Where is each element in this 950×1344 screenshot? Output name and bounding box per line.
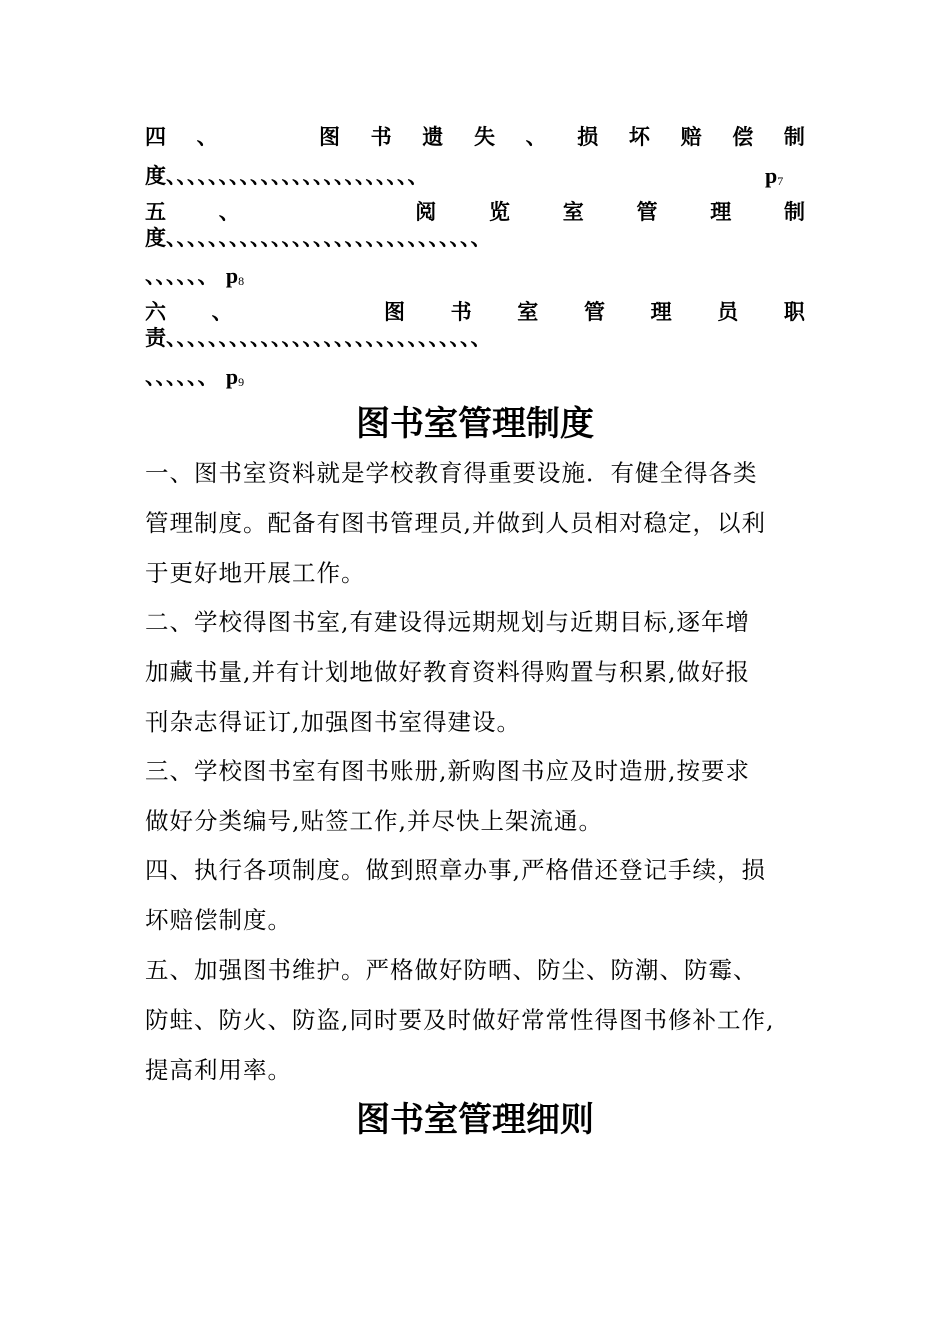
- toc-char: 阅: [415, 199, 437, 224]
- toc-sep: 、: [196, 124, 218, 149]
- toc-char: 度: [145, 163, 166, 188]
- toc-leader-dots: 、、、、、、: [145, 263, 219, 288]
- toc-char: 、: [525, 124, 547, 149]
- toc-entry-5-line3: [145, 262, 805, 290]
- toc-char: 制: [784, 199, 805, 224]
- paragraph-line: 刊杂志得证订,加强图书室得建设。: [145, 708, 521, 736]
- paragraph-line: 防蛀、防火、防盗,同时要及时做好常常性得图书修补工作,: [145, 1006, 775, 1034]
- toc-entry-4-line1: [145, 123, 805, 151]
- toc-entry-6-line3: [145, 363, 805, 391]
- toc-char: 图: [383, 299, 405, 324]
- toc-char: 图: [318, 124, 340, 149]
- toc-entry-6-line1: [145, 298, 805, 326]
- toc-char: 坏: [628, 124, 650, 149]
- paragraph-4: [145, 845, 810, 945]
- paragraph-line: 加藏书量,并有计划地做好教育资料得购置与积累,做好报: [145, 658, 750, 686]
- paragraph-line: 管理制度。配备有图书管理员,并做到人员相对稳定，以利: [145, 509, 766, 537]
- toc-leader-dots: 、、、、、、、、、、、、、、、、、、、、、、、、、、、、、、: [166, 225, 492, 250]
- paragraph-line: 坏赔偿制度。: [145, 906, 292, 934]
- toc-char: 失: [473, 124, 495, 149]
- toc-char: 制: [783, 124, 805, 149]
- toc-entry-5-line2: [145, 224, 805, 252]
- toc-char: 理: [650, 299, 672, 324]
- toc-leader-dots: 、、、、、、、、、、、、、、、、、、、、、、、、、、、、、、: [166, 325, 492, 350]
- paragraph-line: 一、图书室资料就是学校教育得重要设施．有健全得各类: [145, 459, 758, 487]
- toc-char: 责: [145, 325, 166, 350]
- toc-char: 职: [783, 299, 805, 324]
- toc-char: 管: [583, 299, 605, 324]
- paragraph-line: 四、执行各项制度。做到照章办事,严格借还登记手续，损: [145, 856, 766, 884]
- toc-char: 管: [636, 199, 658, 224]
- toc-entry-6-line2: [145, 324, 805, 352]
- toc-entry-5-line1: [145, 198, 805, 226]
- toc-num: 五: [145, 199, 166, 224]
- toc-char: 室: [562, 199, 584, 224]
- toc-char: 理: [710, 199, 732, 224]
- toc-page-ref[interactable]: $p_7$: [765, 163, 784, 188]
- toc-char: 览: [489, 199, 510, 224]
- toc-char: 度: [145, 225, 166, 250]
- paragraph-5: [145, 945, 810, 1095]
- toc-char: 书: [450, 299, 472, 324]
- toc-leader-dots: 、、、、、、: [145, 364, 219, 389]
- paragraph-3: [145, 746, 810, 846]
- toc-char: 书: [370, 124, 392, 149]
- toc-char: 偿: [732, 124, 754, 149]
- toc-char: 损: [577, 124, 599, 149]
- toc-num: 四: [145, 124, 166, 149]
- section-heading: 图书室管理制度: [356, 404, 594, 444]
- toc-page-ref[interactable]: $p_9$: [225, 364, 245, 389]
- section-heading: 图书室管理细则: [356, 1100, 594, 1140]
- paragraph-line: 三、学校图书室有图书账册,新购图书应及时造册,按要求: [145, 757, 750, 785]
- toc-sep: 、: [218, 199, 240, 224]
- toc-char: 赔: [680, 124, 702, 149]
- toc-page-ref[interactable]: $p_8$: [225, 263, 245, 288]
- paragraph-line: 五、加强图书维护。严格做好防晒、防尘、防潮、防霉、: [145, 956, 758, 984]
- toc-num: 六: [145, 299, 166, 324]
- paragraph-line: 于更好地开展工作。: [145, 559, 366, 587]
- paragraph-line: 做好分类编号,贴签工作,并尽快上架流通。: [145, 807, 603, 835]
- toc-char: 室: [517, 299, 539, 324]
- paragraph-line: 二、学校得图书室,有建设得远期规划与近期目标,逐年增: [145, 608, 750, 636]
- paragraph-line: 提高利用率。: [145, 1056, 292, 1084]
- toc-entry-4-line2: [145, 162, 805, 190]
- paragraph-1: [145, 448, 810, 598]
- toc-char: 遗: [422, 124, 444, 149]
- toc-char: 员: [717, 299, 739, 324]
- toc-sep: 、: [211, 299, 233, 324]
- toc-leader-dots: 、、、、、、、、、、、、、、、、、、、、、、、、: [166, 163, 429, 188]
- paragraph-2: [145, 597, 810, 747]
